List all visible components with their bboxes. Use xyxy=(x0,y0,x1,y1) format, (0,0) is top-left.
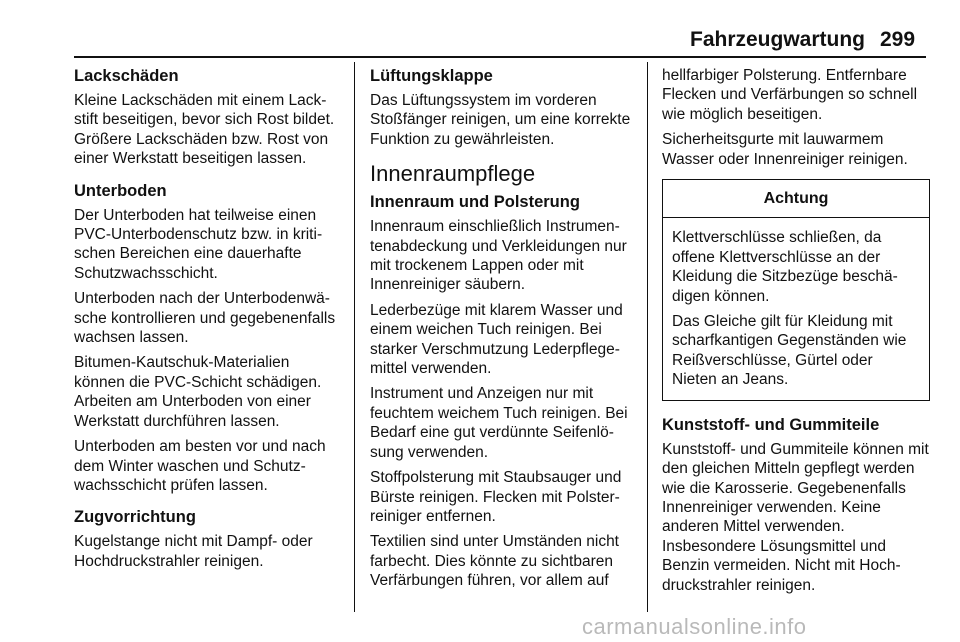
page-header-title: Fahrzeugwartung xyxy=(690,28,866,51)
notice-paragraph: Das Gleiche gilt für Kleidung mit scharfkantigen Gegenständen wie Reißverschlüsse, Gürtel oder Nieten an Jeans. xyxy=(672,313,907,389)
column-divider-1 xyxy=(354,62,355,612)
paragraph: Der Unterboden hat teilweise einen PVC-Unterbodenschutz bzw. in kritischen Bereichen eine dauerhafte Schutzwachsschicht. xyxy=(74,206,323,282)
section-title-lueftungsklappe: Lüftungsklappe xyxy=(370,67,493,85)
notice-body xyxy=(663,218,929,399)
section-title-innenraum-polsterung: Innenraum und Polsterung xyxy=(370,193,580,212)
column-3 xyxy=(662,66,930,601)
paragraph: Unterboden nach der Unterbodenwäsche kontrollieren und gegebenenfalls wachsen lassen. xyxy=(74,290,336,347)
paragraph: Stoffpolsterung mit Staubsauger und Bürste reinigen. Flecken mit Polsterreiniger entfernen. xyxy=(370,469,622,525)
paragraph: hellfarbiger Polsterung. Entfernbare Flecken und Verfärbungen so schnell wie möglich beseitigen. xyxy=(662,67,918,123)
paragraph: Instrument und Anzeigen nur mit feuchtem weichem Tuch reinigen. Bei Bedarf eine gut verdünnte Seifenlösung verwenden. xyxy=(370,385,628,461)
notice-box xyxy=(662,179,930,401)
section-title-lackschaeden: Lackschäden xyxy=(74,67,179,85)
section-title-zugvorrichtung: Zugvorrichtung xyxy=(74,508,196,527)
paragraph: Sicherheitsgurte mit lauwarmem Wasser oder Innenreiniger reinigen. xyxy=(662,131,908,168)
paragraph: Bitumen-Kautschuk-Materialien können die PVC-Schicht schädigen. Arbeiten am Unterboden von einer Werkstatt durchführen lassen. xyxy=(74,354,322,430)
notice-paragraph: Klettverschlüsse schließen, da offene Klettverschlüsse an der Kleidung die Sitzbezüge beschädigen können. xyxy=(672,229,898,305)
paragraph: Kugelstange nicht mit Dampf- oder Hochdruckstrahler reinigen. xyxy=(74,533,313,570)
watermark-text: carmanualsonline.info xyxy=(582,614,807,639)
column-2 xyxy=(370,66,640,597)
column-1 xyxy=(74,66,344,577)
column-divider-2 xyxy=(647,62,648,612)
paragraph: Kleine Lackschäden mit einem Lackstift beseitigen, bevor sich Rost bildet. Größere Lackschäden bzw. Rost von einer Werkstatt beseitigen lassen. xyxy=(74,92,335,168)
paragraph: Kunststoff- und Gummiteile können mit den gleichen Mitteln gepflegt werden wie die Karosserie. Gegebenenfalls Innenreiniger verwenden. Keine anderen Mittel verwenden. Insbesondere Lösungsmittel und Benzin vermeiden. Nicht mit Hochdruckstrahler reinigen. xyxy=(662,440,929,594)
paragraph: Textilien sind unter Umständen nicht farbecht. Dies könnte zu sichtbaren Verfärbungen führen, vor allem auf xyxy=(370,533,619,590)
paragraph: Innenraum einschließlich Instrumentenabdeckung und Verkleidungen nur mit trockenem Lappen oder mit Innenreiniger säubern. xyxy=(370,218,627,294)
section-title-kunststoff-gummiteile: Kunststoff- und Gummiteile xyxy=(662,415,880,434)
paragraph: Lederbezüge mit klarem Wasser und einem weichen Tuch reinigen. Bei starker Verschmutzung Lederpflegemittel verwenden. xyxy=(370,301,623,378)
paragraph: Unterboden am besten vor und nach dem Winter waschen und Schutzwachsschicht prüfen lassen. xyxy=(74,438,326,494)
paragraph: Das Lüftungssystem im vorderen Stoßfänger reinigen, um eine korrekte Funktion zu gewährleisten. xyxy=(370,92,631,148)
chapter-title-innenraumpflege: Innenraumpflege xyxy=(370,161,536,187)
section-title-unterboden: Unterboden xyxy=(74,181,167,200)
header-rule xyxy=(74,56,926,58)
notice-title: Achtung xyxy=(663,180,929,218)
page-number: 299 xyxy=(880,28,916,51)
